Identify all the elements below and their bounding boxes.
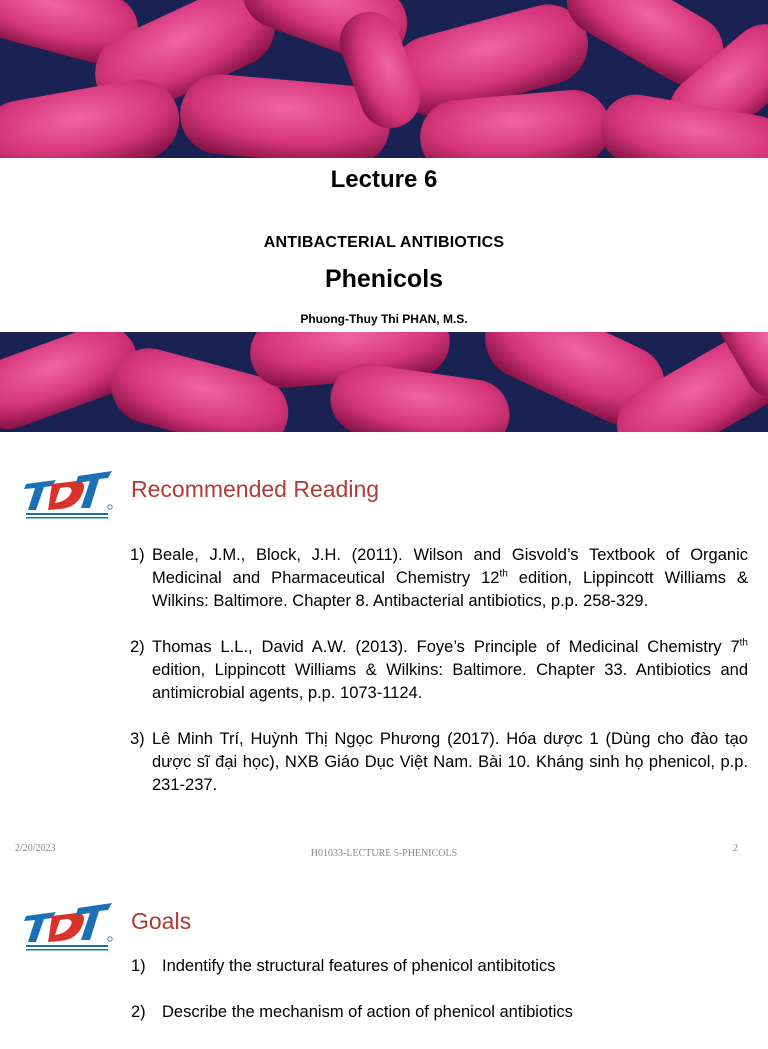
goal-number: 2) <box>131 1003 146 1021</box>
section-title-recommended-reading: Recommended Reading <box>131 476 380 502</box>
goal-item <box>131 957 751 1003</box>
goals-list <box>131 957 751 1049</box>
footer-page-number: 2 <box>733 843 738 854</box>
bacteria-banner-bottom <box>0 332 768 432</box>
reference-number: 3) <box>130 730 145 748</box>
lecture-author: Phuong-Thuy Thi PHAN, M.S. <box>300 312 468 326</box>
reference-text: Beale, J.M., Block, J.H. (2011). Wilson and Gisvold’s Textbook of Organic Medicinal and Pharmaceutical Chemistry 12th edition, Lippincott Williams & Wilkins: Baltimore. Chapter 8. Antibacterial antibiotics, p.p. 258-329. <box>152 546 748 610</box>
lecture-topic: Phenicols <box>324 265 444 293</box>
section-title-goals: Goals <box>131 908 192 934</box>
tdt-university-logo-icon <box>22 898 116 954</box>
reference-item <box>130 544 748 613</box>
reference-list <box>130 544 748 820</box>
goal-text: Indentify the structural features of phenicol antibitotics <box>162 957 556 975</box>
reference-number: 2) <box>130 638 145 656</box>
reference-text: Thomas L.L., David A.W. (2013). Foye’s Principle of Medicinal Chemistry 7th edition, Lippincott Williams & Wilkins: Baltimore. Chapter 33. Antibiotics and antimicrobial agents, p.p. 1073-1124. <box>152 637 748 702</box>
goal-item <box>131 1003 751 1049</box>
lecture-title: Lecture 6 <box>330 166 438 193</box>
reference-item <box>130 636 748 705</box>
reference-text: Lê Minh Trí, Huỳnh Thị Ngọc Phương (2017). Hóa dược 1 (Dùng cho đào tạo dược sĩ đại học), NXB Giáo Dục Việt Nam. Bài 10. Kháng sinh họ phenicol, p.p. 231-237. <box>152 730 748 794</box>
lecture-subject: ANTIBACTERIAL ANTIBIOTICS <box>263 234 505 251</box>
footer-date: 2/20/2023 <box>15 843 56 854</box>
reference-item <box>130 728 748 797</box>
goal-text: Describe the mechanism of action of phenicol antibiotics <box>162 1003 573 1021</box>
bacteria-banner-top <box>0 0 768 158</box>
reference-number: 1) <box>130 546 145 564</box>
tdt-university-logo-icon <box>22 466 116 522</box>
footer-course-code: H01033-LECTURE 5-PHENICOLS <box>310 848 458 859</box>
goal-number: 1) <box>131 957 146 975</box>
